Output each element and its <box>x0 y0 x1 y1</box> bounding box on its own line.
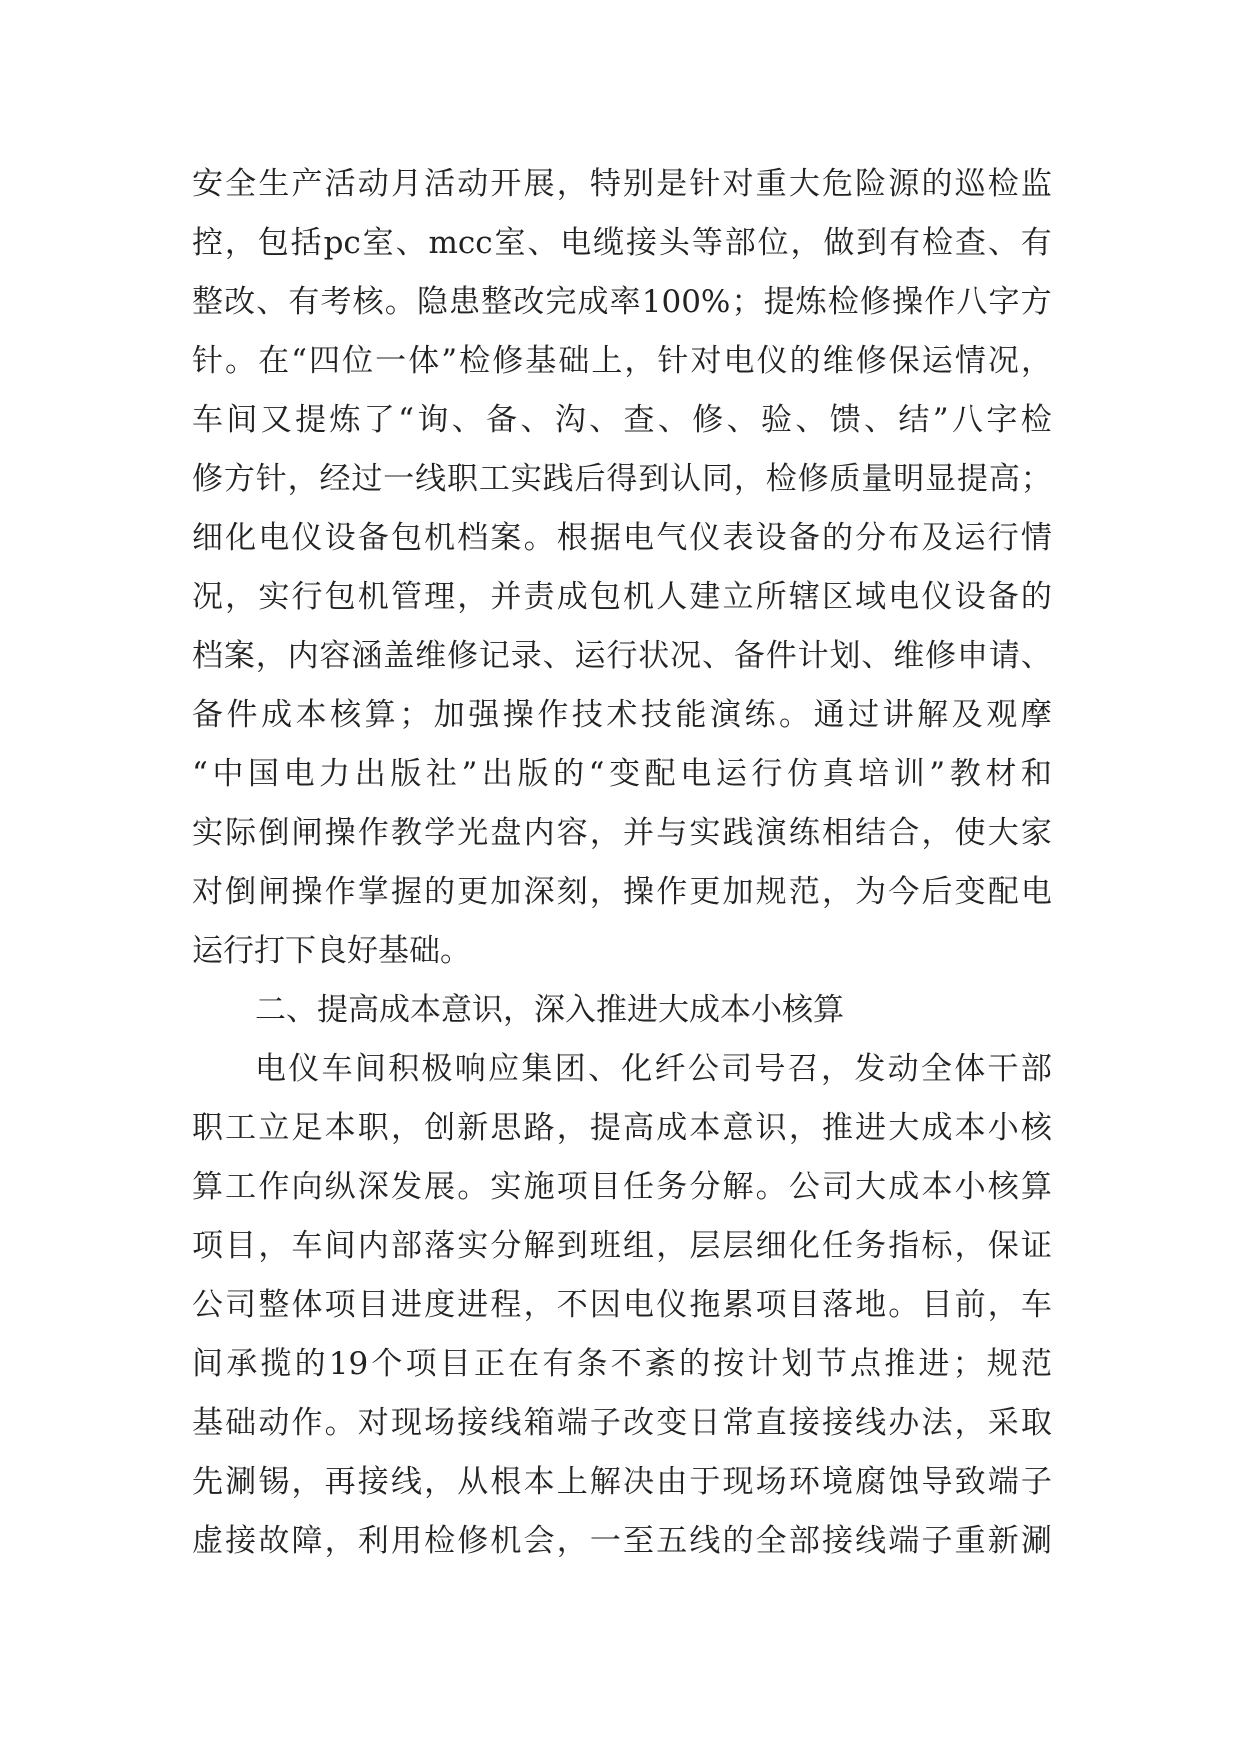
text-line: 基 础 动 作 。 对 现 场 接 线 箱 端 子 改 变 日 常 直 接 接 线 办 法 ， 采 取 <box>192 1405 1052 1441</box>
text-line: 间 承 揽 的 19 个 项 目 正 在 有 条 不 紊 的 按 计 划 节 点 推 进 ； 规 范 <box>192 1346 1052 1382</box>
text-line: “ 中 国 电 力 出 版 社 ” 出 版 的 “ 变 配 电 运 行 仿 真 培 训 ” 教 材 和 <box>192 756 1052 792</box>
text-line: 况 ， 实 行 包 机 管 理 ， 并 责 成 包 机 人 建 立 所 辖 区 域 电 仪 设 备 的 <box>192 579 1052 615</box>
text-line: 细 化 电 仪 设 备 包 机 档 案 。 根 据 电 气 仪 表 设 备 的 分 布 及 运 行 情 <box>192 520 1052 556</box>
text-line: 档 案 ， 内 容 涵 盖 维 修 记 录 、 运 行 状 况 、 备 件 计 划 、 维 修 申 请 、 <box>192 638 1052 674</box>
text-line: 针 。 在 “ 四 位 一 体 ” 检 修 基 础 上 ， 针 对 电 仪 的 维 修 保 运 情 况 ， <box>192 343 1052 379</box>
text-line: 控 ， 包 括 pc 室 、 mcc 室 、 电 缆 接 头 等 部 位 ， 做 到 有 检 查 、 有 <box>192 225 1052 261</box>
text-line: 虚 接 故 障 ， 利 用 检 修 机 会 ， 一 至 五 线 的 全 部 接 线 端 子 重 新 涮 <box>192 1523 1052 1559</box>
text-line: 算 工 作 向 纵 深 发 展 。 实 施 项 目 任 务 分 解 。 公 司 大 成 本 小 核 算 <box>192 1169 1052 1205</box>
paragraph-first-line: 电 仪 车 间 积 极 响 应 集 团 、 化 纤 公 司 号 召 ， 发 动 全 体 干 部 <box>255 1051 1052 1087</box>
text-line: 车 间 又 提 炼 了 “ 询 、 备 、 沟 、 查 、 修 、 验 、 馈 、 结 ” 八 字 检 <box>192 402 1052 438</box>
text-line: 职 工 立 足 本 职 ， 创 新 思 路 ， 提 高 成 本 意 识 ， 推 进 大 成 本 小 核 <box>192 1110 1052 1146</box>
paragraph-end-line: 运行打下良好基础。 <box>192 933 471 969</box>
text-line: 安 全 生 产 活 动 月 活 动 开 展 ， 特 别 是 针 对 重 大 危 险 源 的 巡 检 监 <box>192 166 1052 202</box>
text-line: 修 方 针 ， 经 过 一 线 职 工 实 践 后 得 到 认 同 ， 检 修 质 量 明 显 提 高 ； <box>192 461 1052 497</box>
text-line: 整 改 、 有 考 核 。 隐 患 整 改 完 成 率 100% ； 提 炼 检 修 操 作 八 字 方 <box>192 284 1052 320</box>
body-text <box>192 155 1052 1571</box>
text-line: 公 司 整 体 项 目 进 度 进 程 ， 不 因 电 仪 拖 累 项 目 落 地 。 目 前 ， 车 <box>192 1287 1052 1323</box>
section-heading: 二、提高成本意识，深入推进大成本小核算 <box>255 992 844 1028</box>
text-line: 项 目 ， 车 间 内 部 落 实 分 解 到 班 组 ， 层 层 细 化 任 务 指 标 ， 保 证 <box>192 1228 1052 1264</box>
text-line: 备 件 成 本 核 算 ； 加 强 操 作 技 术 技 能 演 练 。 通 过 讲 解 及 观 摩 <box>192 697 1052 733</box>
text-line: 对 倒 闸 操 作 掌 握 的 更 加 深 刻 ， 操 作 更 加 规 范 ， 为 今 后 变 配 电 <box>192 874 1052 910</box>
text-line: 实 际 倒 闸 操 作 教 学 光 盘 内 容 ， 并 与 实 践 演 练 相 结 合 ， 使 大 家 <box>192 815 1052 851</box>
text-line: 先 涮 锡 ， 再 接 线 ， 从 根 本 上 解 决 由 于 现 场 环 境 腐 蚀 导 致 端 子 <box>192 1464 1052 1500</box>
